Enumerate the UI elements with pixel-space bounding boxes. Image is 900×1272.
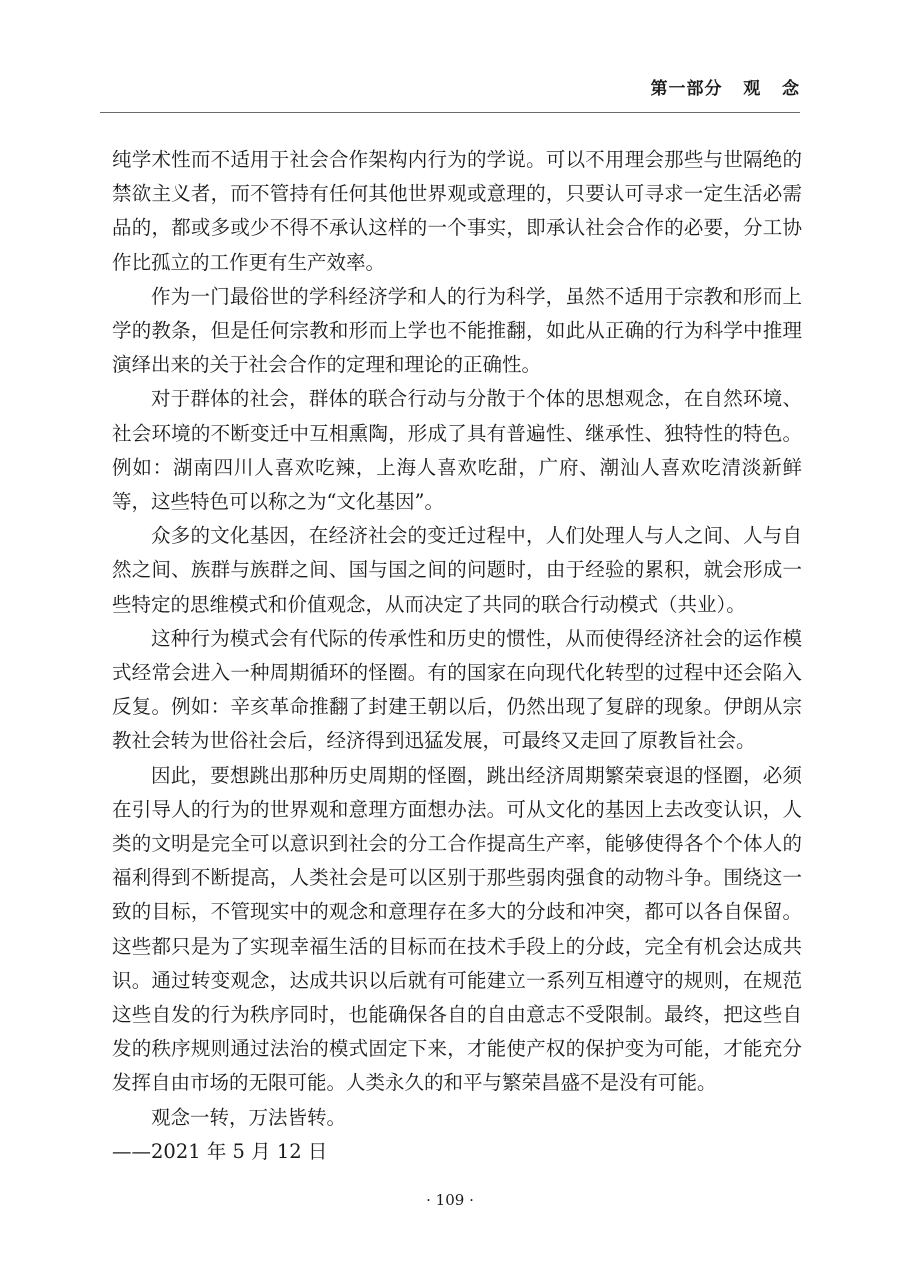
date-signature: ——2021 年 5 月 12 日 bbox=[112, 1139, 328, 1163]
paragraph: 众多的文化基因，在经济社会的变迁过程中，人们处理人与人之间、人与自然之间、族群与族群之间、国与国之间的问题时，由于经验的累积，就会形成一些特定的思维模式和价值观念，从而决定了共同的联合行动模式（共业）。 bbox=[112, 524, 802, 616]
paragraph: 对于群体的社会，群体的联合行动与分散于个体的思想观念，在自然环境、社会环境的不断变迁中互相熏陶，形成了具有普遍性、继承性、独特性的特色。例如：湖南四川人喜欢吃辣，上海人喜欢吃甜，广府、潮汕人喜欢吃清淡新鲜等，这些特色可以称之为“文化基因”。 bbox=[112, 387, 802, 514]
running-header: 第一部分 观 念 bbox=[650, 79, 800, 99]
paragraph: 这种行为模式会有代际的传承性和历史的惯性，从而使得经济社会的运作模式经常会进入一种周期循环的怪圈。有的国家在向现代化转型的过程中还会陷入反复。例如：辛亥革命推翻了封建王朝以后，仍然出现了复辟的现象。伊朗从宗教社会转为世俗社会后，经济得到迅猛发展，可最终又走回了原教旨社会。 bbox=[112, 626, 802, 753]
header-rule bbox=[100, 112, 800, 113]
paragraph-continued: 纯学术性而不适用于社会合作架构内行为的学说。可以不用理会那些与世隔绝的禁欲主义者，而不管持有任何其他世界观或意理的，只要认可寻求一定生活必需品的，都或多或少不得不承认这样的一个事实，即承认社会合作的必要，分工协作比孤立的工作更有生产效率。 bbox=[112, 148, 802, 274]
paragraph-closing: 观念一转，万法皆转。 bbox=[151, 1105, 347, 1129]
page-number: · 109 · bbox=[426, 1191, 474, 1209]
paragraph: 作为一门最俗世的学科经济学和人的行为科学，虽然不适用于宗教和形而上学的教条，但是任何宗教和形而上学也不能推翻，如此从正确的行为科学中推理演绎出来的关于社会合作的定理和理论的正确性。 bbox=[112, 284, 802, 377]
body-text bbox=[112, 143, 802, 1169]
paragraph: 因此，要想跳出那种历史周期的怪圈，跳出经济周期繁荣衰退的怪圈，必须在引导人的行为的世界观和意理方面想办法。可从文化的基因上去改变认识，人类的文明是完全可以意识到社会的分工合作提高生产率，能够使得各个个体人的福利得到不断提高，人类社会是可以区别于那些弱肉强食的动物斗争。围绕这一致的目标，不管现实中的观念和意理存在多大的分歧和冲突，都可以各自保留。这些都只是为了实现幸福生活的目标而在技术手段上的分歧，完全有机会达成共识。通过转变观念，达成共识以后就有可能建立一系列互相遵守的规则，在规范这些自发的行为秩序同时，也能确保各自的自由意志不受限制。最终，把这些自发的秩序规则通过法治的模式固定下来，才能使产权的保护变为可能，才能充分发挥自由市场的无限可能。人类永久的和平与繁荣昌盛不是没有可能。 bbox=[112, 763, 802, 1095]
